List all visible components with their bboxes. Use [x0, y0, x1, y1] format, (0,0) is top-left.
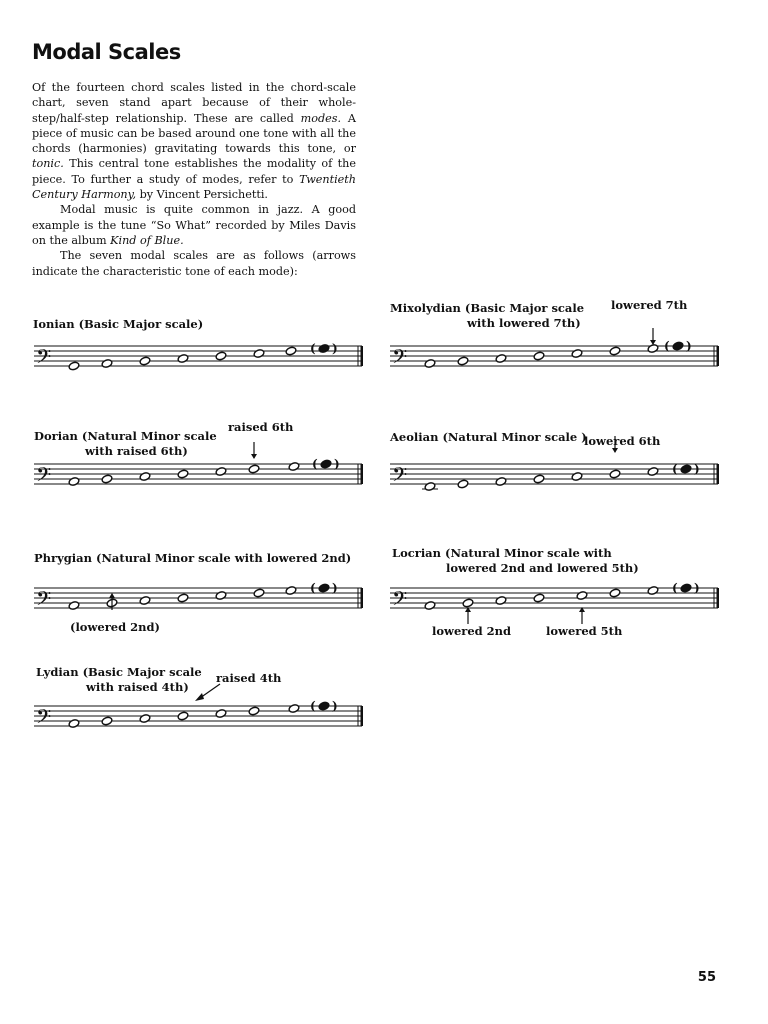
whole-note	[177, 593, 189, 603]
whole-note	[647, 467, 659, 477]
locrian-annotation-2nd: lowered 2nd	[432, 624, 512, 638]
final-barline	[361, 464, 364, 484]
whole-note	[288, 704, 300, 714]
whole-note	[248, 464, 260, 474]
locrian-staff	[388, 574, 724, 626]
whole-note	[462, 598, 474, 608]
bass-clef-icon: 𝄢	[392, 587, 408, 615]
octave-note	[318, 701, 330, 711]
whole-note	[576, 591, 588, 601]
whole-note	[288, 462, 300, 472]
whole-note	[177, 469, 189, 479]
whole-note	[253, 588, 265, 598]
whole-note	[647, 344, 659, 354]
octave-note	[680, 464, 692, 474]
whole-note	[68, 601, 80, 611]
dorian-annotation: raised 6th	[228, 420, 294, 434]
paren-right: )	[686, 339, 692, 353]
intro-paragraph-1: Of the fourteen chord scales listed in the chord-scale chart, seven stand apart because of their whole-step/half-step relationship. These are called modes. A piece of music can be based around one tone with all the chords (harmonies) gravitating towards this tone, or tonic. This central tone establishes the modality of the piece. To further a study of modes, refer to Twentieth Century Harmony, by Vincent Persichetti.	[32, 81, 357, 202]
aeolian-annotation: lowered 6th	[584, 434, 661, 448]
whole-note	[647, 586, 659, 596]
bass-clef-icon: 𝄢	[36, 345, 52, 373]
mixolydian-staff	[388, 316, 724, 380]
paren-right: )	[334, 457, 340, 471]
lydian-annotation: raised 4th	[216, 671, 282, 685]
intro-paragraph-3: The seven modal scales are as follows (arrows indicate the characteristic tone of each mode):	[32, 249, 356, 278]
whole-note	[177, 711, 189, 721]
page-title: Modal Scales	[32, 40, 181, 64]
final-barline	[717, 346, 720, 366]
phrygian-annotation: (lowered 2nd)	[70, 620, 160, 634]
phrygian-label: Phrygian (Natural Minor scale with lowered 2nd)	[34, 551, 352, 565]
paren-left: (	[310, 699, 316, 713]
paren-right: )	[332, 699, 338, 713]
final-barline	[361, 346, 364, 366]
whole-note	[68, 719, 80, 729]
bass-clef-icon: 𝄢	[36, 463, 52, 491]
octave-note	[320, 459, 332, 469]
paren-right: )	[332, 581, 338, 595]
whole-note	[533, 593, 545, 603]
whole-note	[495, 596, 507, 606]
bass-clef-icon: 𝄢	[392, 463, 408, 491]
locrian-annotation-5th: lowered 5th	[546, 624, 623, 638]
aeolian-label: Aeolian (Natural Minor scale )	[390, 430, 587, 444]
arrow-icon	[251, 454, 257, 459]
whole-note	[177, 354, 189, 364]
page-number: 55	[697, 970, 716, 985]
locrian-label: Locrian (Natural Minor scale with lowered 2nd and lowered 5th)	[392, 546, 639, 575]
whole-note	[139, 356, 151, 366]
whole-note	[457, 479, 469, 489]
final-barline	[717, 588, 720, 608]
whole-note	[101, 474, 113, 484]
whole-note	[571, 472, 583, 482]
ionian-staff	[32, 330, 368, 380]
intro-text	[32, 80, 356, 279]
octave-note	[318, 583, 330, 593]
whole-note	[139, 596, 151, 606]
bass-clef-icon: 𝄢	[392, 345, 408, 373]
phrygian-staff	[32, 564, 368, 624]
whole-note	[495, 477, 507, 487]
whole-note	[571, 349, 583, 359]
whole-note	[215, 709, 227, 719]
final-barline	[361, 706, 364, 726]
whole-note	[68, 361, 80, 371]
final-barline	[361, 588, 364, 608]
paren-right: )	[694, 462, 700, 476]
octave-note	[318, 344, 330, 354]
arrow-icon	[109, 593, 115, 598]
whole-note	[609, 469, 621, 479]
whole-note	[215, 591, 227, 601]
paren-left: (	[312, 457, 318, 471]
whole-note	[215, 467, 227, 477]
whole-note	[139, 472, 151, 482]
arrow-icon	[612, 448, 618, 453]
paren-left: (	[672, 462, 678, 476]
paren-left: (	[664, 339, 670, 353]
whole-note	[533, 351, 545, 361]
dorian-label: Dorian (Natural Minor scale with raised 6th)	[34, 429, 217, 458]
whole-note	[533, 474, 545, 484]
mixolydian-annotation: lowered 7th	[611, 298, 688, 312]
whole-note	[424, 359, 436, 369]
octave-note	[672, 341, 684, 351]
whole-note	[285, 586, 297, 596]
whole-note	[139, 714, 151, 724]
octave-note	[680, 583, 692, 593]
lydian-staff	[32, 684, 368, 740]
whole-note	[68, 477, 80, 487]
whole-note	[285, 346, 297, 356]
whole-note	[215, 351, 227, 361]
paren-right: )	[694, 581, 700, 595]
aeolian-staff	[388, 450, 724, 500]
arrow-icon	[195, 693, 204, 701]
arrow-line	[200, 684, 220, 698]
whole-note	[609, 346, 621, 356]
whole-note	[248, 706, 260, 716]
paren-right: )	[332, 341, 338, 356]
whole-note	[253, 349, 265, 359]
final-barline	[717, 464, 720, 484]
whole-note	[101, 716, 113, 726]
paren-left: (	[672, 581, 678, 595]
paren-left: (	[310, 581, 316, 595]
lydian-label: Lydian (Basic Major scale with raised 4th)	[36, 665, 202, 694]
whole-note	[495, 354, 507, 364]
whole-note	[424, 482, 436, 492]
whole-note	[424, 601, 436, 611]
intro-paragraph-2: Modal music is quite common in jazz. A good example is the tune “So What” recorded by Miles Davis on the album Kind of Blue.	[32, 203, 356, 247]
ionian-label: Ionian (Basic Major scale)	[33, 317, 204, 331]
mixolydian-label: Mixolydian (Basic Major scale with lowered 7th)	[390, 301, 585, 330]
whole-note	[609, 588, 621, 598]
dorian-staff	[32, 440, 368, 500]
whole-note	[457, 356, 469, 366]
paren-left: (	[310, 341, 316, 356]
bass-clef-icon: 𝄢	[36, 705, 52, 733]
bass-clef-icon: 𝄢	[36, 587, 52, 615]
whole-note	[101, 359, 113, 369]
